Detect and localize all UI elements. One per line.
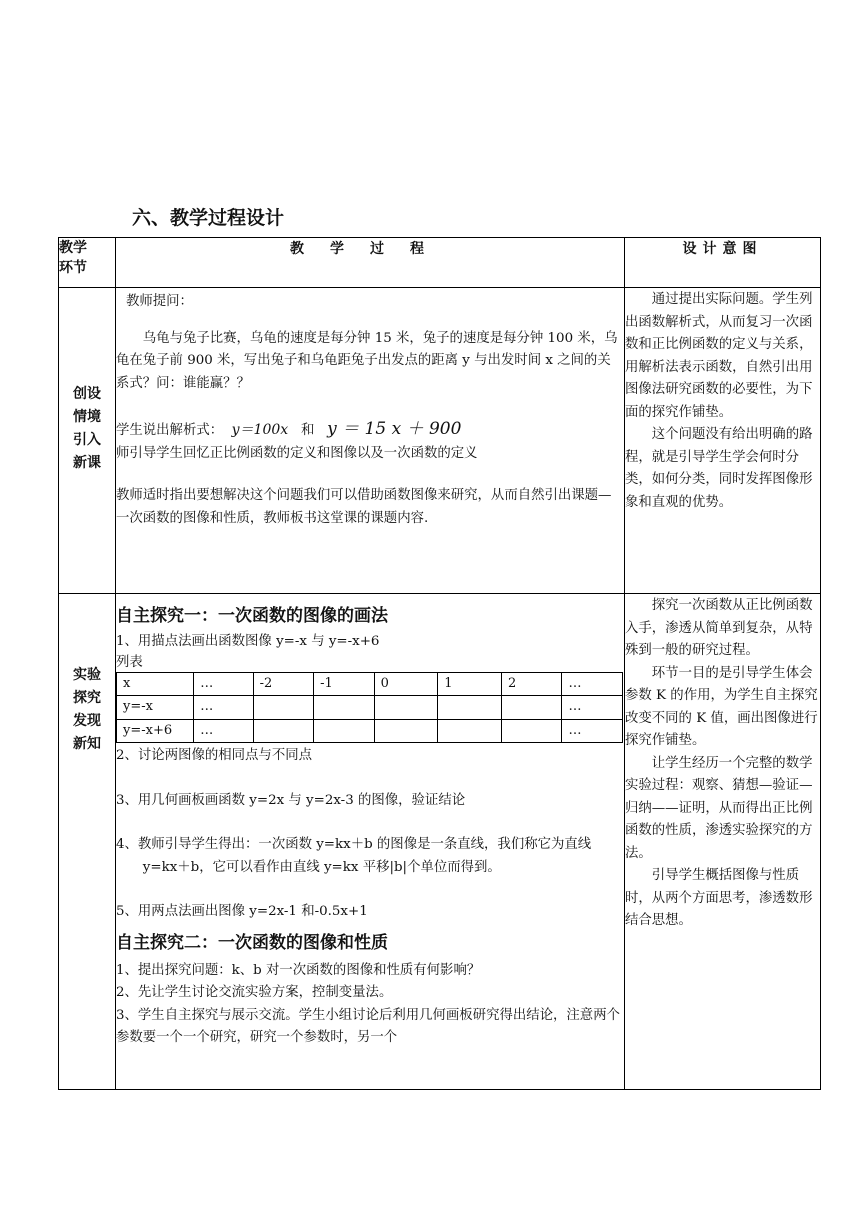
header-design: 设计意图 (625, 238, 821, 288)
stage-process-1 (116, 288, 625, 594)
formula-1: y＝100x (231, 422, 289, 438)
rabbit-tortoise-problem: 乌龟与兔子比赛，乌龟的速度是每分钟 15 米，兔子的速度是每分钟 100 米，乌龟在兔子前 900 米，写出兔子和乌龟距兔子出发点的距离 y 与出发时间 x 之间的关系式？问：谁能赢？？ (116, 330, 618, 391)
header-process: 教学过程 (116, 238, 625, 288)
stage-row-1 (59, 288, 821, 594)
intro-text: 教师适时指出要想解决这个问题我们可以借助函数图像来研究，从而自然引出课题—一次函数的图像和性质，教师板书这堂课的课题内容. (116, 488, 612, 526)
stage-label-1: 创设 情境 引入 新课 (59, 288, 116, 594)
stage-process-2 (116, 594, 625, 1090)
item-4: 4、教师引导学生得出：一次函数 y=kx＋b 的图像是一条直线，我们称它为直线 y=kx＋b，它可以看作由直线 y=kx 平移|b|个单位而得到。 (116, 837, 592, 875)
list-label: 列表 (116, 654, 143, 670)
student-formula: 学生说出解析式： y＝100x 和 y ＝ 15 x ＋ 900 (116, 419, 462, 439)
item-3: 3、用几何画板画函数 y=2x 与 y=2x-3 的图像，验证结论 (116, 792, 466, 808)
header-row (59, 238, 821, 288)
review-text: 师引导学生回忆正比例函数的定义和图像以及一次函数的定义 (116, 445, 478, 461)
item-5: 5、用两点法画出图像 y=2x-1 和-0.5x+1 (116, 904, 368, 919)
question-1: 1、提出探究问题：k、b 对一次函数的图像和性质有何影响？ (116, 962, 481, 978)
stage-row-2 (59, 594, 821, 1090)
table-row: x … -2 -1 0 1 2 … (117, 672, 623, 696)
value-table (116, 672, 623, 744)
question-2: 2、先让学生讨论交流实验方案，控制变量法。 (116, 985, 393, 1000)
table-row: y=-x+6 … … (117, 719, 623, 743)
subheading-2: 自主探究二：一次函数的图像和性质 (116, 932, 388, 953)
teacher-ask: 教师提问： (126, 294, 193, 309)
subheading-1: 自主探究一：一次函数的图像的画法 (116, 606, 388, 626)
item-2: 2、讨论两图像的相同点与不同点 (116, 748, 312, 763)
question-3: 3、学生自主探究与展示交流。学生小组讨论后利用几何画板研究得出结论，注意两个参数要一个一个研究，研究一个参数时，另一个 (116, 1007, 620, 1045)
section-heading: 六、教学过程设计 (132, 207, 285, 229)
stage-design-2: 探究一次函数从正比例函数入手，渗透从简单到复杂，从特殊到一般的研究过程。 环节一目的是引导学生体会参数 K 的作用，为学生自主探究改变不同的 K 值，画出图像进行探究作铺垫。 让学生经历一个完整的数学实验过程：观察、猜想—验证—归纳——证明，从而得出正比例函数的性质，渗透实验探究的方法。 引导学生概括图像与性质时，从两个方面思考，渗透数形结合思想。 (625, 594, 821, 1090)
stage-design-1: 通过提出实际问题。学生列出函数解析式，从而复习一次函数和正比例函数的定义与关系，用解析法表示函数，自然引出用图像法研究函数的必要性，为下面的探究作铺垫。 这个问题没有给出明确的路程，就是引导学生学会何时分类，如何分类，同时发挥图像形象和直观的优势。 (625, 288, 821, 594)
teaching-process-table (58, 237, 821, 1090)
stage-label-2: 实验 探究 发现 新知 (59, 594, 116, 1090)
item-1: 1、用描点法画出函数图像 y=-x 与 y=-x+6 (116, 634, 380, 649)
table-row: y=-x … … (117, 696, 623, 720)
header-stage: 教学 环节 (59, 238, 116, 288)
formula-2: y ＝ 15 x ＋ 900 (327, 419, 462, 439)
